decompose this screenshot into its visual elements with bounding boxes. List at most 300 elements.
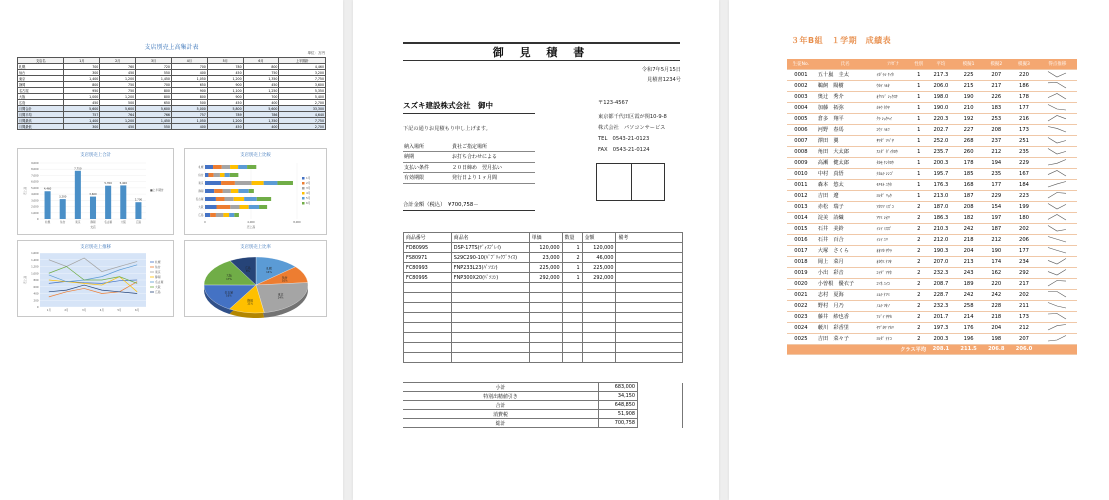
sales-table-body xyxy=(18,64,326,130)
summary-value: 34,150 xyxy=(599,392,638,401)
y-tick-label: 名古屋 xyxy=(195,198,204,202)
bar-segment xyxy=(277,181,293,185)
student-no: 0001 xyxy=(787,69,815,80)
student-name: 鵜飼 陽樹 xyxy=(815,80,876,91)
chart-sales-total-svg xyxy=(18,149,175,236)
student-score: 178 xyxy=(955,157,983,168)
bar-segment xyxy=(205,165,213,169)
slice-percent: 24% xyxy=(277,296,284,300)
x-tick-label: 0 xyxy=(204,221,206,224)
sparkline xyxy=(1045,81,1069,89)
item-cell xyxy=(582,353,616,363)
student-score: 229 xyxy=(982,190,1010,201)
student-no: 0024 xyxy=(787,322,815,333)
bar xyxy=(135,202,141,219)
summary-label: 特別出精値引き xyxy=(403,392,599,401)
student-score: 242 xyxy=(982,289,1010,300)
student-row xyxy=(787,190,1077,201)
bar-segment xyxy=(238,165,247,169)
sparkline-cell xyxy=(1038,91,1077,102)
item-row xyxy=(404,333,683,343)
item-cell xyxy=(451,283,529,293)
table-cell: 大阪 xyxy=(18,94,64,100)
class-average-row xyxy=(787,344,1077,354)
legend-label: 3月 xyxy=(306,186,311,190)
table-cell: 400 xyxy=(171,124,207,130)
sparkline xyxy=(1045,224,1069,232)
sparkline xyxy=(1045,169,1069,177)
student-no: 0005 xyxy=(787,113,815,124)
student-kana: ｲｼｲ ﾕﾘ xyxy=(875,234,910,245)
bar-segment xyxy=(210,213,216,217)
student-kana: ｵｵﾂｶ ｻｸﾗ xyxy=(875,245,910,256)
estimate-number: 見積書1234号 xyxy=(647,77,681,83)
sparkline-line xyxy=(1048,269,1066,275)
student-score: 173 xyxy=(1010,311,1038,322)
student-score: 220 xyxy=(1010,69,1038,80)
item-cell xyxy=(562,323,582,333)
table-cell: 1,200 xyxy=(100,94,136,100)
y-tick-label: 1,000 xyxy=(31,211,39,215)
student-score: 2 xyxy=(910,289,927,300)
bar xyxy=(45,191,51,219)
student-score: 177 xyxy=(982,179,1010,190)
table-cell: 760 xyxy=(100,64,136,70)
table-cell: 650 xyxy=(136,100,172,106)
student-score: 212.0 xyxy=(927,234,955,245)
student-score: 2 xyxy=(910,333,927,344)
student-score: 211 xyxy=(1010,300,1038,311)
legend-swatch xyxy=(302,192,305,195)
bar-segment xyxy=(240,205,249,209)
bar-segment xyxy=(216,213,223,217)
slice-percent: 10% xyxy=(281,279,288,283)
y-tick-label: 7,000 xyxy=(31,174,39,178)
student-row xyxy=(787,245,1077,256)
item-cell xyxy=(529,313,562,323)
table-cell: 450 xyxy=(64,100,100,106)
bar-segment xyxy=(234,213,239,217)
student-score: 217.3 xyxy=(927,69,955,80)
condition-key: 有効期限 xyxy=(403,173,451,184)
student-score: 197.3 xyxy=(927,322,955,333)
table-cell: 1,200 xyxy=(100,76,136,82)
slice-percent: 16% xyxy=(225,294,232,298)
legend-label: 東京 xyxy=(155,270,161,274)
table-cell: 900 xyxy=(171,88,207,94)
table-cell: 1,450 xyxy=(136,76,172,82)
student-score: 215 xyxy=(955,80,983,91)
y-tick-label: 0 xyxy=(36,218,39,221)
y-tick-label: 仙台 xyxy=(198,174,204,178)
student-name: 赤松 瑞子 xyxy=(815,201,876,212)
table-cell: 仙台 xyxy=(18,70,64,76)
x-axis-label: 売上高 xyxy=(246,225,256,229)
chart-sales-compare xyxy=(184,148,327,235)
table-cell: 550 xyxy=(136,70,172,76)
student-score: 154 xyxy=(982,201,1010,212)
grades-header-cell: 平均 xyxy=(927,59,955,69)
sparkline-cell xyxy=(1038,333,1077,344)
student-no: 0006 xyxy=(787,124,815,135)
sparkline-cell xyxy=(1038,223,1077,234)
sparkline-cell xyxy=(1038,80,1077,91)
student-score: 226 xyxy=(982,91,1010,102)
student-row xyxy=(787,91,1077,102)
chart-title: 支店別売上推移 xyxy=(80,245,111,250)
student-score: 187 xyxy=(955,190,983,201)
bar-segment xyxy=(220,173,225,177)
bar-segment xyxy=(257,197,271,201)
student-score: 202 xyxy=(1010,223,1038,234)
page-sales-summary xyxy=(0,0,343,500)
grades-header-cell: 模擬3 xyxy=(1010,59,1038,69)
summary-row xyxy=(403,383,683,392)
student-row xyxy=(787,168,1077,179)
estimate-items-table xyxy=(403,232,683,363)
student-row xyxy=(787,102,1077,113)
sparkline-cell xyxy=(1038,135,1077,146)
table-cell: 700 xyxy=(243,94,279,100)
table-cell: 33,300 xyxy=(279,106,326,112)
data-label: 4,460 xyxy=(43,187,52,191)
student-score: 235 xyxy=(982,168,1010,179)
chart-title: 支店別売上比率 xyxy=(240,245,271,250)
estimate-date: 令和7年5月15日 xyxy=(641,67,681,73)
x-tick-label: 5月 xyxy=(117,309,122,312)
legend-swatch xyxy=(302,177,305,180)
student-name: 五十嵐 圭太 xyxy=(815,69,876,80)
student-kana: ﾅｶﾑﾗ ｼﾝｺﾞ xyxy=(875,168,910,179)
sparkline-cell xyxy=(1038,267,1077,278)
sparkline xyxy=(1045,180,1069,188)
y-tick-label: 静岡 xyxy=(198,190,204,194)
student-score: 180 xyxy=(1010,212,1038,223)
sparkline-line xyxy=(1048,225,1066,231)
summary-row xyxy=(18,124,326,130)
student-no: 0003 xyxy=(787,91,815,102)
student-score: 192 xyxy=(955,113,983,124)
bar-segment xyxy=(249,205,259,209)
grades-header-cell: 生徒No. xyxy=(787,59,815,69)
chart-sales-compare-svg xyxy=(185,149,328,236)
table-cell: 1,250 xyxy=(243,88,279,94)
sparkline xyxy=(1045,334,1069,342)
sparkline-cell xyxy=(1038,256,1077,267)
item-cell xyxy=(404,293,452,303)
bar xyxy=(90,197,96,219)
item-cell: 292,000 xyxy=(582,273,616,283)
student-kana: ｽﾐﾀﾞ ﾀﾞｲﾀﾛｳ xyxy=(875,146,910,157)
item-cell xyxy=(562,313,582,323)
table-cell: 400 xyxy=(243,100,279,106)
item-cell xyxy=(451,303,529,313)
table-cell: 1,050 xyxy=(171,118,207,124)
student-score: 2 xyxy=(910,267,927,278)
student-no: 0017 xyxy=(787,245,815,256)
bar-segment xyxy=(213,165,222,169)
bar-segment xyxy=(259,205,267,209)
table-header-cell: 支店名 xyxy=(18,58,64,64)
item-cell xyxy=(404,283,452,293)
sparkline-cell xyxy=(1038,234,1077,245)
student-score: 184 xyxy=(1010,179,1038,190)
table-cell: 広島 xyxy=(18,100,64,106)
sparkline-line xyxy=(1048,148,1066,154)
y-tick-label: 1,400 xyxy=(31,258,39,262)
summary-row xyxy=(403,392,683,401)
y-tick-label: 3,000 xyxy=(31,199,39,203)
table-cell: 300 xyxy=(64,124,100,130)
student-no: 0018 xyxy=(787,256,815,267)
bar-segment xyxy=(231,189,238,193)
legend-label: 2月 xyxy=(306,181,311,185)
student-no: 0014 xyxy=(787,212,815,223)
sparkline-line xyxy=(1048,214,1066,220)
student-score: 2 xyxy=(910,322,927,333)
slice-label: 大阪 xyxy=(226,273,232,278)
estimate-total: 合計金額（税込） ¥700,758－ xyxy=(403,200,535,211)
table-cell: 1,350 xyxy=(243,118,279,124)
student-score: 258 xyxy=(955,300,983,311)
x-tick-label: 静岡 xyxy=(90,221,96,224)
student-score: 2 xyxy=(910,256,927,267)
class-average-value: 208.1 xyxy=(927,344,955,354)
sparkline-cell xyxy=(1038,212,1077,223)
student-score: 206 xyxy=(1010,234,1038,245)
student-score: 292 xyxy=(1010,267,1038,278)
student-row xyxy=(787,322,1077,333)
sparkline-line xyxy=(1048,236,1066,242)
student-score: 227 xyxy=(955,124,983,135)
student-no: 0012 xyxy=(787,190,815,201)
student-score: 200.3 xyxy=(927,157,955,168)
slice-label: 静岡 xyxy=(247,298,253,303)
grades-header-cell: 性別 xyxy=(910,59,927,69)
table-header-cell: 上半期計 xyxy=(279,58,326,64)
sales-table xyxy=(17,57,326,130)
summary-value: 683,000 xyxy=(599,383,638,392)
sparkline xyxy=(1045,213,1069,221)
student-row xyxy=(787,179,1077,190)
bar xyxy=(120,185,126,219)
student-kana: ｳｶｲ ﾊﾙｷ xyxy=(875,80,910,91)
student-no: 0007 xyxy=(787,135,815,146)
table-cell: 786 xyxy=(243,112,279,118)
sparkline xyxy=(1045,312,1069,320)
y-tick-label: 200 xyxy=(33,299,39,303)
item-cell: 46,000 xyxy=(582,253,616,263)
table-cell: 950 xyxy=(64,88,100,94)
data-label: 3,600 xyxy=(89,193,97,197)
item-cell xyxy=(404,323,452,333)
student-score: 208 xyxy=(955,201,983,212)
student-score: 232.3 xyxy=(927,300,955,311)
student-name: 倉多 翔平 xyxy=(815,113,876,124)
item-cell: 1 xyxy=(562,243,582,253)
slice-label: 東京 xyxy=(277,292,284,297)
legend-label: 6月 xyxy=(306,201,311,205)
item-cell: FC80993 xyxy=(404,263,452,273)
bar-segment xyxy=(205,197,216,201)
table-cell: 300 xyxy=(64,70,100,76)
grades-table xyxy=(787,59,1077,355)
bar-segment xyxy=(230,165,238,169)
student-score: 208.7 xyxy=(927,278,955,289)
sparkline-cell xyxy=(1038,179,1077,190)
table-cell: 3,200 xyxy=(279,70,326,76)
student-kana: ｱｶﾏﾂ ﾐｽﾞｺ xyxy=(875,201,910,212)
y-tick-label: 大阪 xyxy=(198,206,204,210)
y-tick-label: 9,000 xyxy=(31,162,39,165)
bar-segment xyxy=(205,173,208,177)
student-name: 奥辻 秀介 xyxy=(815,91,876,102)
item-cell xyxy=(451,313,529,323)
student-score: 210 xyxy=(955,102,983,113)
x-tick-label: 広島 xyxy=(135,221,142,224)
x-tick-label: 8,000 xyxy=(293,221,301,224)
student-row xyxy=(787,212,1077,223)
item-cell xyxy=(616,343,683,353)
grades-title: ３年B組 １学期 成績表 xyxy=(791,36,892,45)
student-no: 0020 xyxy=(787,278,815,289)
chart-sales-ratio-svg xyxy=(185,241,328,318)
sparkline-line xyxy=(1048,258,1066,264)
student-score: 1 xyxy=(910,124,927,135)
estimate-summary-table xyxy=(403,382,683,428)
table-cell: 650 xyxy=(171,82,207,88)
student-name: 河野 春馬 xyxy=(815,124,876,135)
sparkline-cell xyxy=(1038,113,1077,124)
chart-sales-ratio xyxy=(184,240,327,317)
student-name: 藪川 彩香里 xyxy=(815,322,876,333)
item-cell xyxy=(404,303,452,313)
bar-segment xyxy=(252,181,264,185)
student-no: 0025 xyxy=(787,333,815,344)
item-cell xyxy=(529,353,562,363)
sender-company: 株式会社 パソコンサービス xyxy=(598,125,666,131)
x-tick-label: 2月 xyxy=(64,309,69,312)
table-cell: 2,700 xyxy=(279,124,326,130)
estimate-intro: 下記の通りお見積もり申し上げます。 xyxy=(403,126,491,132)
item-cell xyxy=(404,333,452,343)
table-cell: 900 xyxy=(207,94,243,100)
item-row xyxy=(404,323,683,333)
sparkline-line xyxy=(1048,159,1066,165)
student-kana: ｺｿﾈ ﾕｲｺ xyxy=(875,278,910,289)
student-no: 0013 xyxy=(787,201,815,212)
item-cell: FNP300X20(ﾊﾟｿｺﾝ) xyxy=(451,273,529,283)
student-no: 0009 xyxy=(787,157,815,168)
summary-blank xyxy=(638,410,683,419)
table-cell: 1,200 xyxy=(207,118,243,124)
student-score: 1 xyxy=(910,69,927,80)
grades-header-cell: 模擬1 xyxy=(955,59,983,69)
sparkline-cell xyxy=(1038,278,1077,289)
student-score: 178 xyxy=(1010,91,1038,102)
legend-label: 1月 xyxy=(306,176,311,180)
student-kana: ｲｶﾞﾗｼ ｹｲﾀ xyxy=(875,69,910,80)
slice-percent: 14% xyxy=(266,270,272,274)
sparkline xyxy=(1045,290,1069,298)
slice-percent: 11% xyxy=(247,302,253,306)
item-cell xyxy=(616,263,683,273)
y-tick-label: 東京 xyxy=(198,182,204,186)
y-tick-label: 札幌 xyxy=(198,166,204,170)
student-score: 202 xyxy=(1010,289,1038,300)
table-cell: 7,750 xyxy=(279,76,326,82)
table-cell: 1,350 xyxy=(243,76,279,82)
y-tick-label: 1,600 xyxy=(31,252,39,255)
student-score: 213.0 xyxy=(927,190,955,201)
student-name: 澤田 翼 xyxy=(815,135,876,146)
items-header-cell: 単価 xyxy=(529,233,562,243)
summary-blank xyxy=(638,383,683,392)
chart-title: 支店別売上比較 xyxy=(240,153,271,158)
student-kana: ﾀｶｾ ｹﾝﾀﾛｳ xyxy=(875,157,910,168)
student-score: 190 xyxy=(955,91,983,102)
summary-label: 合計 xyxy=(403,401,599,410)
bar-segment xyxy=(205,181,221,185)
student-score: 228.7 xyxy=(927,289,955,300)
table-cell: 450 xyxy=(100,124,136,130)
student-name: 石井 美鈴 xyxy=(815,223,876,234)
item-cell xyxy=(616,323,683,333)
student-score: 198.0 xyxy=(927,91,955,102)
table-cell: 1,200 xyxy=(100,118,136,124)
student-score: 194 xyxy=(982,157,1010,168)
class-average-value: 206.8 xyxy=(982,344,1010,354)
sparkline xyxy=(1045,301,1069,309)
bar-segment xyxy=(247,165,256,169)
student-score: 210.3 xyxy=(927,223,955,234)
summary-blank xyxy=(638,392,683,401)
table-cell: 東京 xyxy=(18,76,64,82)
item-row xyxy=(404,273,683,283)
table-header-cell: 3月 xyxy=(136,58,172,64)
legend-label: 大阪 xyxy=(155,285,161,289)
student-score: 204 xyxy=(982,322,1010,333)
data-label: 7,750 xyxy=(74,167,82,171)
y-axis-label: 売上高 xyxy=(23,275,27,285)
chart-title: 支店別売上合計 xyxy=(80,153,111,158)
student-score: 235.7 xyxy=(927,146,955,157)
page-grades xyxy=(729,0,1109,500)
student-score: 198 xyxy=(982,333,1010,344)
student-no: 0002 xyxy=(787,80,815,91)
table-cell: 757 xyxy=(171,112,207,118)
item-cell xyxy=(562,303,582,313)
student-no: 0023 xyxy=(787,311,815,322)
table-cell: 4,460 xyxy=(279,64,326,70)
x-tick-label: 3月 xyxy=(82,309,87,312)
student-score: 2 xyxy=(910,212,927,223)
student-score: 2 xyxy=(910,245,927,256)
sender-tel: TEL 0543-21-0123 xyxy=(598,136,650,142)
student-row xyxy=(787,201,1077,212)
student-name: 岡上 菜月 xyxy=(815,256,876,267)
table-cell: 5,600 xyxy=(136,106,172,112)
legend-label: 5月 xyxy=(306,196,311,200)
table-cell: 400 xyxy=(171,70,207,76)
items-header-cell: 商品名 xyxy=(451,233,529,243)
item-cell xyxy=(562,333,582,343)
item-cell xyxy=(616,283,683,293)
table-cell: 1,100 xyxy=(207,88,243,94)
items-header-row xyxy=(404,233,683,243)
summary-value: 700,758 xyxy=(599,419,638,428)
item-cell xyxy=(404,353,452,363)
